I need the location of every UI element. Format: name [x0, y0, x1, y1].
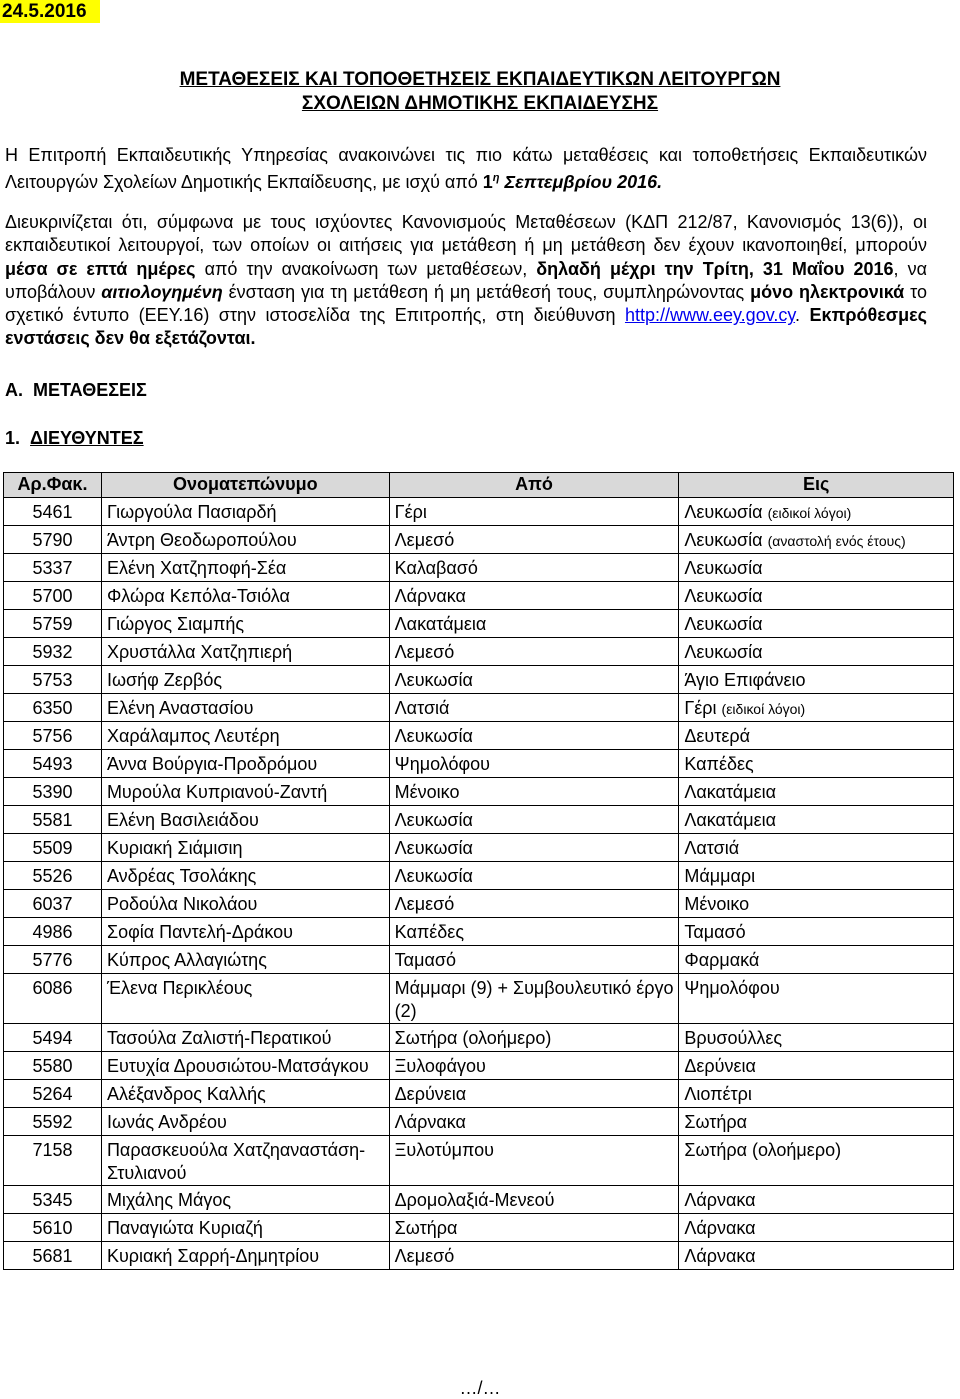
cell-file-number: 5581 — [4, 806, 102, 834]
table-row — [4, 974, 954, 1024]
cell-full-name: Χρυστάλλα Χατζηπιερή — [101, 638, 389, 666]
table-row — [4, 862, 954, 890]
cell-full-name: Ιωνάς Ανδρέου — [101, 1108, 389, 1136]
table-row — [4, 638, 954, 666]
cell-from: Μάμμαρι (9) + Συμβουλευτικό έργο (2) — [389, 974, 679, 1024]
table-row — [4, 1214, 954, 1242]
cell-full-name: Ανδρέας Τσολάκης — [101, 862, 389, 890]
cell-file-number: 4986 — [4, 918, 102, 946]
cell-full-name: Ροδούλα Νικολάου — [101, 890, 389, 918]
cell-to: Λευκωσία (ειδικοί λόγοι) — [679, 498, 954, 526]
cell-file-number: 5753 — [4, 666, 102, 694]
cell-file-number: 5526 — [4, 862, 102, 890]
cell-to: Λευκωσία — [679, 554, 954, 582]
cell-from: Δρομολαξιά-Μενεού — [389, 1186, 679, 1214]
cell-from: Λευκωσία — [389, 862, 679, 890]
objection-notice-paragraph: Διευκρινίζεται ότι, σύμφωνα με τους ισχύοντες Κανονισμούς Μεταθέσεων (ΚΔΠ 212/87, Κανονισμός 13(6)), οι εκπαιδευτικοί λειτουργοί, των οποίων οι αιτήσεις για μετάθεση ή μη μετάθεση δεν έχουν ικανοποιηθεί, μπορούν μέσα σε επτά ημέρες από την ανακοίνωση των μεταθέσεων, δηλαδή μέχρι την Τρίτη, 31 Μαΐου 2016, να υποβάλουν αιτιολογημένη ένσταση για τη μετάθεση ή μη μετάθεσή τους, συμπληρώνοντας μόνο ηλεκτρονικά το σχετικό έντυπο (ΕΕΥ.16) στην ιστοσελίδα της Επιτροπής, στη διεύθυνση http://www.eey.gov.cy. Εκπρόθεσμες ενστάσεις δεν θα εξετάζονται. — [5, 212, 928, 349]
intro-paragraph: Η Επιτροπή Εκπαιδευτικής Υπηρεσίας ανακοινώνει τις πιο κάτω μεταθέσεις και τοποθετήσεις Εκπαιδευτικών Λειτουργών Σχολείων Δημοτικής Εκπαίδευσης, με ισχύ από $1^\eta$ Σεπτεμβρίου 2016. — [5, 145, 927, 193]
cell-full-name: Κύπρος Αλλαγιώτης — [101, 946, 389, 974]
cell-to-note: (αναστολή ενός έτους) — [767, 533, 906, 549]
table-row — [4, 526, 954, 554]
cell-full-name: Σοφία Παντελή-Δράκου — [101, 918, 389, 946]
column-header-to: Εις — [679, 473, 954, 498]
cell-to: Λακατάμεια — [679, 778, 954, 806]
table-row — [4, 582, 954, 610]
table-row — [4, 1186, 954, 1214]
cell-to: Άγιο Επιφάνειο — [679, 666, 954, 694]
cell-from: Καλαβασό — [389, 554, 679, 582]
table-row — [4, 554, 954, 582]
cell-full-name: Ελένη Χατζηποφή-Σέα — [101, 554, 389, 582]
cell-to: Λιοπέτρι — [679, 1080, 954, 1108]
table-row — [4, 918, 954, 946]
section-heading: Α. ΜΕΤΑΘΕΣΕΙΣ — [5, 380, 147, 400]
cell-from: Λεμεσό — [389, 638, 679, 666]
table-row — [4, 666, 954, 694]
table-row — [4, 1136, 954, 1186]
column-header-from: Από — [389, 473, 679, 498]
cell-full-name: Άννα Βούργια-Προδρόμου — [101, 750, 389, 778]
cell-to: Λακατάμεια — [679, 806, 954, 834]
cell-full-name: Μιχάλης Μάγος — [101, 1186, 389, 1214]
cell-to-note: (ειδικοί λόγοι) — [767, 505, 852, 521]
cell-file-number: 5776 — [4, 946, 102, 974]
cell-from: Ψημολόφου — [389, 750, 679, 778]
cell-to: Μάμμαρι — [679, 862, 954, 890]
cell-full-name: Τασούλα Ζαλιστή-Περατικού — [101, 1024, 389, 1052]
cell-file-number: 5494 — [4, 1024, 102, 1052]
cell-from: Σωτήρα (ολοήμερο) — [389, 1024, 679, 1052]
table-row — [4, 498, 954, 526]
cell-full-name: Ιωσήφ Ζερβός — [101, 666, 389, 694]
cell-full-name: Ελένη Αναστασίου — [101, 694, 389, 722]
table-row — [4, 890, 954, 918]
cell-to: Βρυσούλλες — [679, 1024, 954, 1052]
cell-file-number: 6086 — [4, 974, 102, 1024]
table-row — [4, 750, 954, 778]
cell-to: Ταμασό — [679, 918, 954, 946]
cell-to: Λάρνακα — [679, 1214, 954, 1242]
cell-file-number: 5790 — [4, 526, 102, 554]
cell-to: Καπέδες — [679, 750, 954, 778]
document-title-line1: ΜΕΤΑΘΕΣΕΙΣ ΚΑΙ ΤΟΠΟΘΕΤΗΣΕΙΣ ΕΚΠΑΙΔΕΥΤΙΚΩΝ ΛΕΙΤΟΥΡΓΩΝ — [179, 69, 781, 90]
cell-file-number: 5509 — [4, 834, 102, 862]
cell-file-number: 5681 — [4, 1242, 102, 1270]
cell-to: Λευκωσία — [679, 638, 954, 666]
column-header-file-number: Αρ.Φακ. — [4, 473, 102, 498]
table-header-row — [4, 473, 954, 498]
table-row — [4, 834, 954, 862]
cell-from: Λάρνακα — [389, 582, 679, 610]
cell-from: Λατσιά — [389, 694, 679, 722]
page-continuation: …/… — [459, 1378, 501, 1398]
table-row — [4, 722, 954, 750]
table-row — [4, 610, 954, 638]
cell-to: Σωτήρα (ολοήμερο) — [679, 1136, 954, 1186]
cell-to: Λευκωσία — [679, 610, 954, 638]
cell-full-name: Γιωργούλα Πασιαρδή — [101, 498, 389, 526]
cell-to: Δερύνεια — [679, 1052, 954, 1080]
cell-from: Καπέδες — [389, 918, 679, 946]
cell-from: Γέρι — [389, 498, 679, 526]
table-row — [4, 1024, 954, 1052]
cell-file-number: 5264 — [4, 1080, 102, 1108]
cell-full-name: Κυριακή Σιάμισιη — [101, 834, 389, 862]
table-row — [4, 1108, 954, 1136]
cell-from: Μένοικο — [389, 778, 679, 806]
table-row — [4, 806, 954, 834]
cell-file-number: 5493 — [4, 750, 102, 778]
document-title-line2: ΣΧΟΛΕΙΩΝ ΔΗΜΟΤΙΚΗΣ ΕΚΠΑΙΔΕΥΣΗΣ — [301, 93, 659, 114]
cell-from: Σωτήρα — [389, 1214, 679, 1242]
cell-to: Λάρνακα — [679, 1186, 954, 1214]
cell-file-number: 6350 — [4, 694, 102, 722]
cell-to: Λατσιά — [679, 834, 954, 862]
cell-to: Λευκωσία — [679, 582, 954, 610]
cell-from: Λευκωσία — [389, 806, 679, 834]
cell-to: Δευτερά — [679, 722, 954, 750]
cell-from: Ξυλοφάγου — [389, 1052, 679, 1080]
cell-full-name: Αλέξανδρος Καλλής — [101, 1080, 389, 1108]
cell-from: Ταμασό — [389, 946, 679, 974]
table-row — [4, 1052, 954, 1080]
cell-file-number: 5345 — [4, 1186, 102, 1214]
cell-to: Λευκωσία (αναστολή ενός έτους) — [679, 526, 954, 554]
table-row — [4, 694, 954, 722]
cell-file-number: 6037 — [4, 890, 102, 918]
cell-full-name: Γιώργος Σιαμπής — [101, 610, 389, 638]
column-header-full-name: Ονοματεπώνυμο — [101, 473, 389, 498]
cell-file-number: 5337 — [4, 554, 102, 582]
cell-to: Ψημολόφου — [679, 974, 954, 1024]
table-row — [4, 778, 954, 806]
cell-file-number: 5756 — [4, 722, 102, 750]
cell-file-number: 5461 — [4, 498, 102, 526]
cell-from: Λάρνακα — [389, 1108, 679, 1136]
cell-from: Δερύνεια — [389, 1080, 679, 1108]
cell-file-number: 5580 — [4, 1052, 102, 1080]
cell-from: Λακατάμεια — [389, 610, 679, 638]
cell-from: Ξυλοτύμπου — [389, 1136, 679, 1186]
cell-file-number: 5700 — [4, 582, 102, 610]
cell-to-note: (ειδικοί λόγοι) — [721, 701, 806, 717]
cell-full-name: Παναγιώτα Κυριαζή — [101, 1214, 389, 1242]
cell-file-number: 5390 — [4, 778, 102, 806]
cell-from: Λευκωσία — [389, 834, 679, 862]
cell-file-number: 5610 — [4, 1214, 102, 1242]
cell-to: Μένοικο — [679, 890, 954, 918]
cell-to: Σωτήρα — [679, 1108, 954, 1136]
cell-from: Λεμεσό — [389, 526, 679, 554]
transfers-table — [3, 472, 954, 1270]
cell-full-name: Χαράλαμπος Λευτέρη — [101, 722, 389, 750]
cell-file-number: 5932 — [4, 638, 102, 666]
subsection-heading: 1. ΔΙΕΥΘΥΝΤΕΣ — [5, 428, 144, 448]
table-row — [4, 1080, 954, 1108]
cell-full-name: Έλενα Περικλέους — [101, 974, 389, 1024]
cell-full-name: Άντρη Θεοδωροπούλου — [101, 526, 389, 554]
cell-to: Λάρνακα — [679, 1242, 954, 1270]
cell-to: Φαρμακά — [679, 946, 954, 974]
cell-to: Γέρι (ειδικοί λόγοι) — [679, 694, 954, 722]
document-date: 24.5.2016 — [0, 0, 100, 23]
cell-from: Λευκωσία — [389, 666, 679, 694]
cell-full-name: Φλώρα Κεπόλα-Τσιόλα — [101, 582, 389, 610]
cell-file-number: 5759 — [4, 610, 102, 638]
cell-file-number: 5592 — [4, 1108, 102, 1136]
cell-from: Λεμεσό — [389, 890, 679, 918]
eey-website-link[interactable]: http://www.eey.gov.cy — [624, 305, 796, 326]
cell-from: Λευκωσία — [389, 722, 679, 750]
cell-full-name: Παρασκευούλα Χατζηαναστάση-Στυλιανού — [101, 1136, 389, 1186]
cell-full-name: Μυρούλα Κυπριανού-Ζαντή — [101, 778, 389, 806]
cell-full-name: Ελένη Βασιλειάδου — [101, 806, 389, 834]
table-row — [4, 1242, 954, 1270]
cell-from: Λεμεσό — [389, 1242, 679, 1270]
cell-file-number: 7158 — [4, 1136, 102, 1186]
table-row — [4, 946, 954, 974]
cell-full-name: Κυριακή Σαρρή-Δημητρίου — [101, 1242, 389, 1270]
cell-full-name: Ευτυχία Δρουσιώτου-Ματσάγκου — [101, 1052, 389, 1080]
